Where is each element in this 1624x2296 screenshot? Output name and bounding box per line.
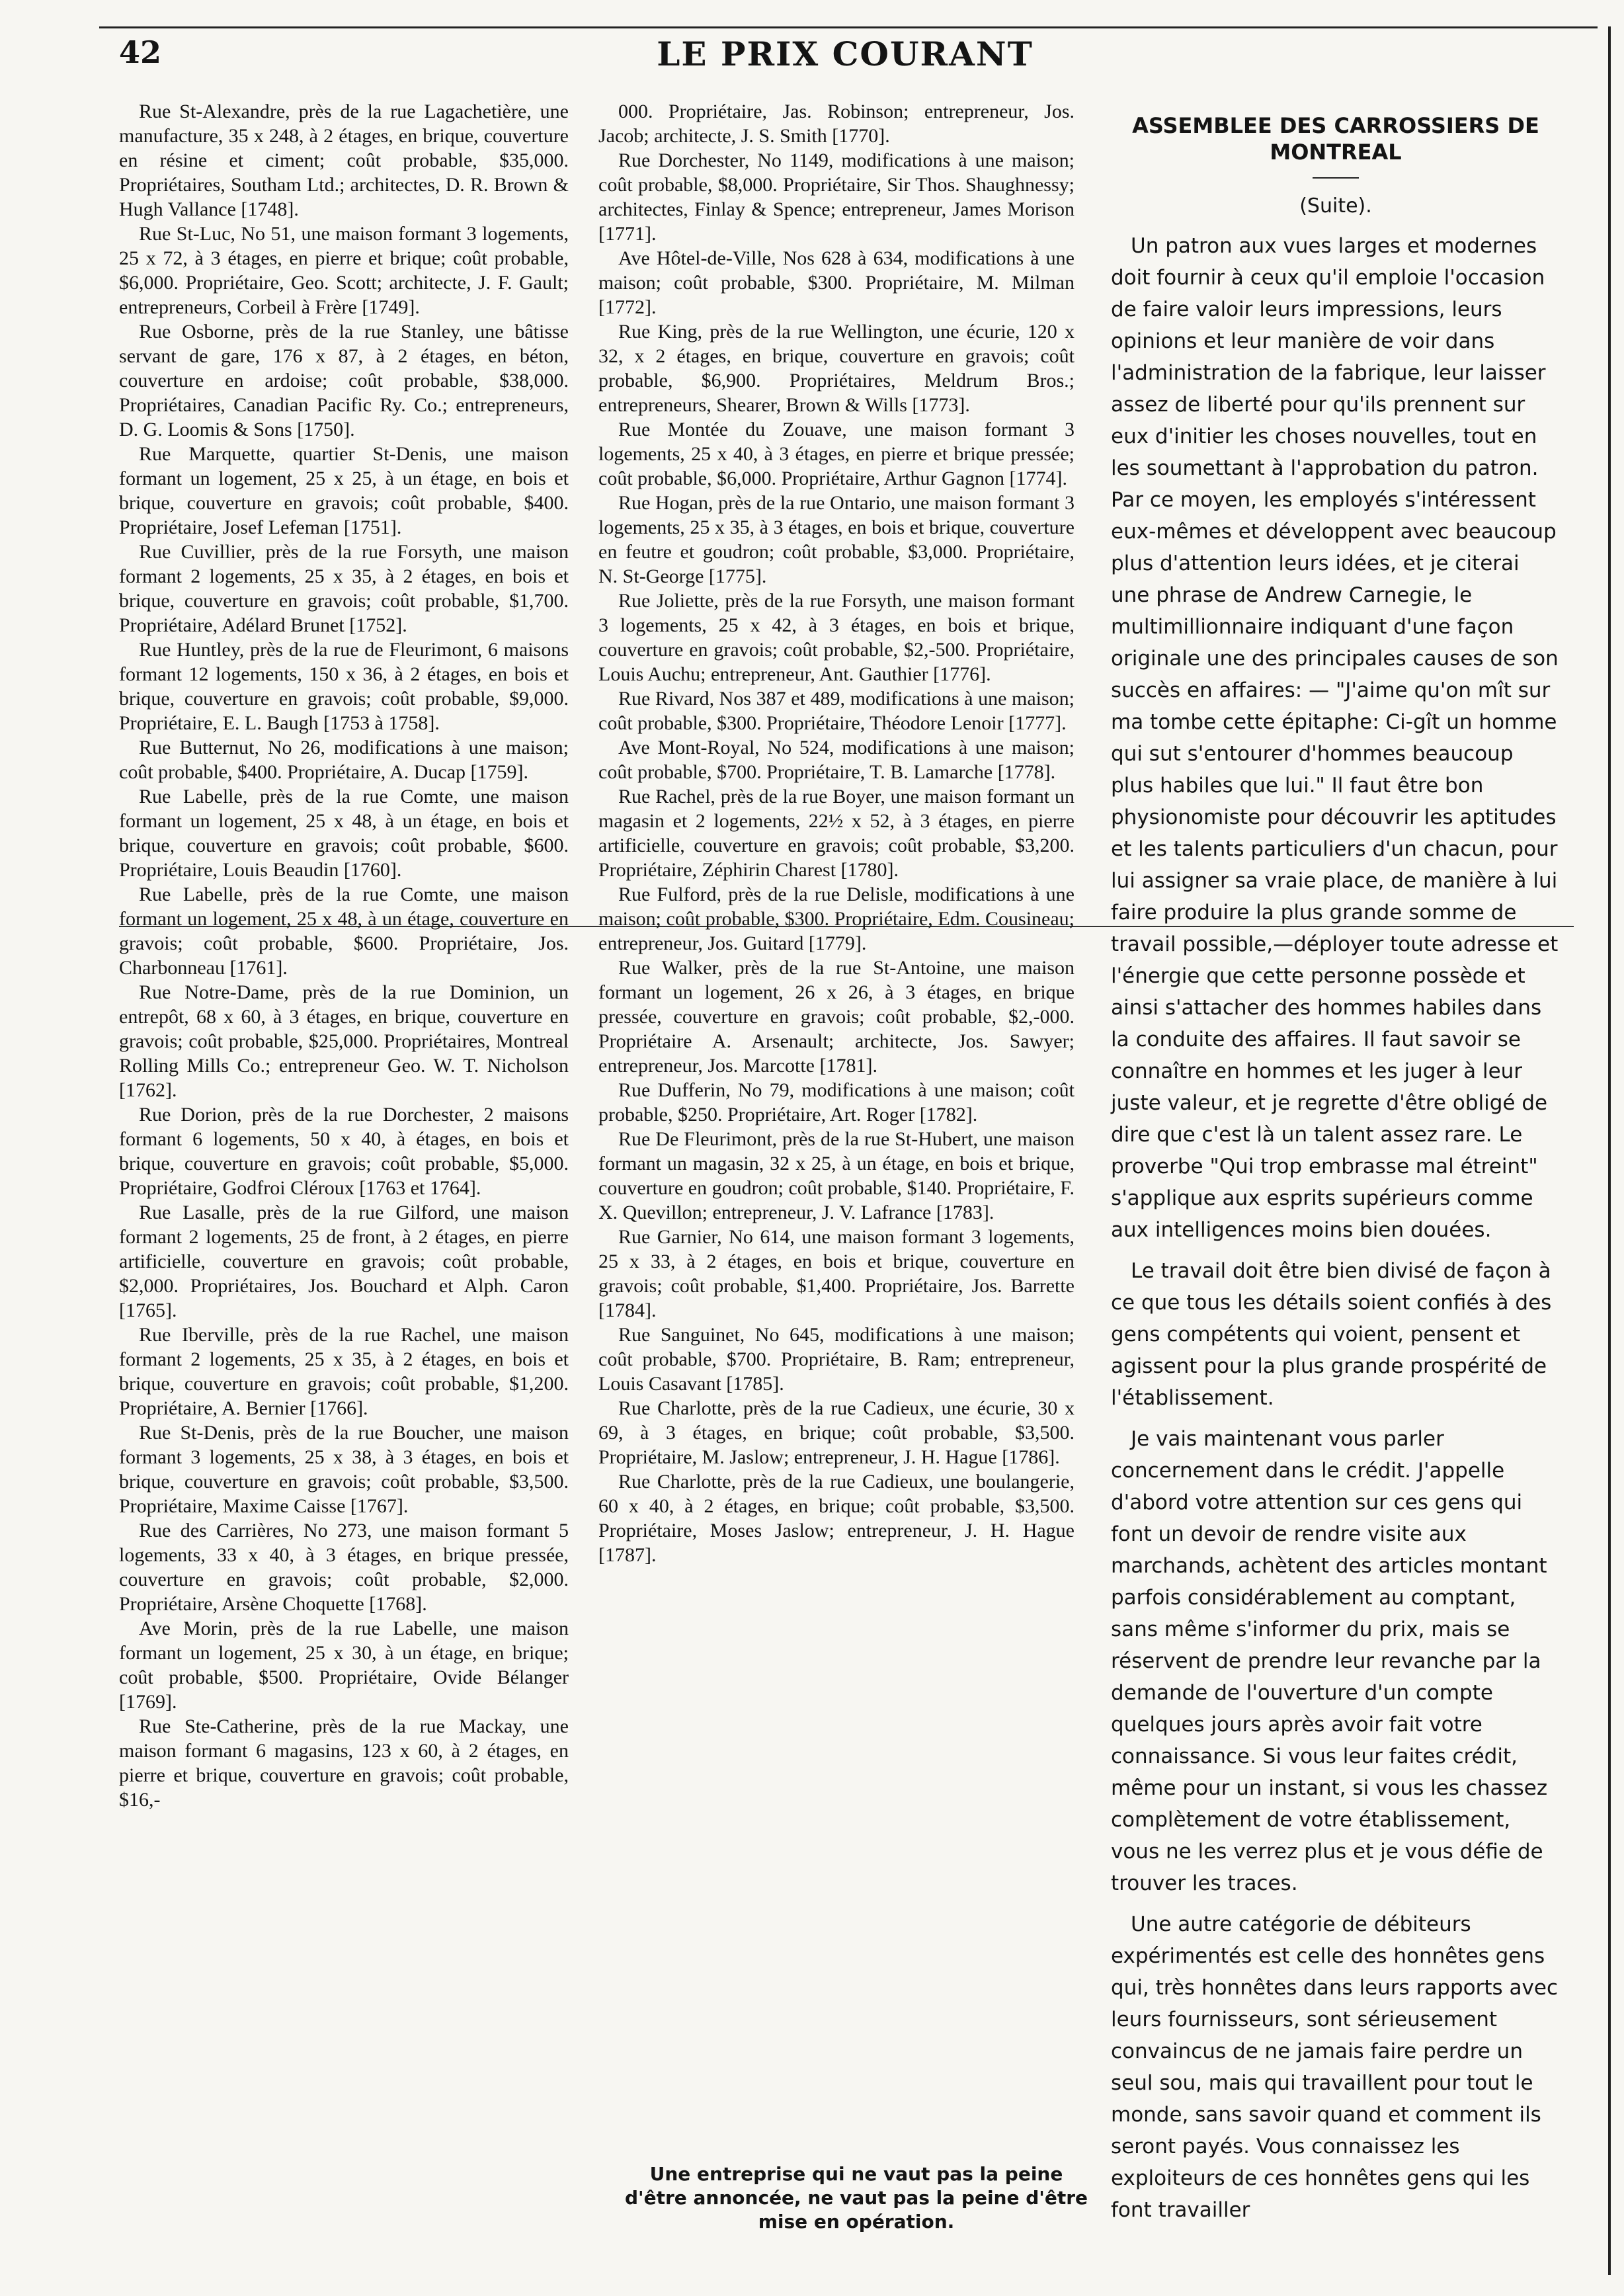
- listing-entry: Rue Sanguinet, No 645, modifications à une maison; coût probable, $700. Propriétaire, B. Ram; entrepreneur, Louis Casavant [1785].: [598, 1324, 1075, 1395]
- listing-entry: Rue Butternut, No 26, modifications à une maison; coût probable, $400. Propriétaire, A. Ducap [1759].: [119, 737, 569, 783]
- listing-entry: Rue Rivard, Nos 387 et 489, modifications à une maison; coût probable, $300. Propriétaire, Théodore Lenoir [1777].: [598, 688, 1075, 734]
- article-paragraph: Une autre catégorie de débiteurs expérimentés est celle des honnêtes gens qui, très honnêtes dans leurs rapports avec leurs fournisseurs, sont sérieusement convaincus de ne jamais faire perdre un seul sou, mais qui travaillent pour tout le monde, sans savoir quand et comment ils seront payés. Vous connaissez les exploiteurs de ces honnêtes gens qui les font travailler: [1111, 1912, 1558, 2222]
- listing-entry: Rue Labelle, près de la rue Comte, une maison formant un logement, 25 x 48, à un étage, en bois et brique, couverture en gravois; coût probable, $600. Propriétaire, Louis Beaudin [1760].: [119, 786, 569, 881]
- listing-entry: Rue Labelle, près de la rue Comte, une maison formant un logement, 25 x 48, à un étage, couverture en gravois; coût probable, $600. Propriétaire, Jos. Charbonneau [1761].: [119, 883, 569, 979]
- listing-entry: Rue De Fleurimont, près de la rue St-Hubert, une maison formant un magasin, 32 x 25, à un étage, en bois et brique, couverture en goudron; coût probable, $140. Propriétaire, F. X. Quevillon; entrepreneur, J. V. Lafrance [1783].: [598, 1128, 1075, 1223]
- listing-entry: Rue St-Luc, No 51, une maison formant 3 logements, 25 x 72, à 3 étages, en pierre et brique; coût probable, $6,000. Propriétaire, Geo. Scott; architecte, J. F. Gault; entrepreneurs, Corbeil à Frère [1749].: [119, 223, 569, 318]
- suite-label: (Suite).: [1299, 194, 1372, 218]
- listing-entry: Rue Osborne, près de la rue Stanley, une bâtisse servant de gare, 176 x 87, à 2 étages, en béton, couverture en ardoise; coût probable, $38,000. Propriétaires, Canadian Pacific Ry. Co.; entrepreneurs, D. G. Loomis & Sons [1750].: [119, 321, 569, 440]
- listing-entry: Rue Dufferin, No 79, modifications à une maison; coût probable, $250. Propriétaire, Art. Roger [1782].: [598, 1079, 1075, 1126]
- listing-entry: Rue Huntley, près de la rue de Fleurimont, 6 maisons formant 12 logements, 150 x 36, à 2 étages, en bois et brique, couverture en gravois; coût probable, $9,000. Propriétaire, E. L. Baugh [1753 à 1758].: [119, 639, 569, 734]
- listing-entry: Rue Lasalle, près de la rue Gilford, une maison formant 2 logements, 25 de front, à 2 étages, en pierre artificielle, couverture en gravois; coût probable, $2,000. Propriétaires, Jos. Bouchard et Alph. Caron [1765].: [119, 1202, 569, 1321]
- listing-entry: Ave Mont-Royal, No 524, modifications à une maison; coût probable, $700. Propriétaire, T. B. Lamarche [1778].: [598, 737, 1075, 783]
- title-rule: [1313, 177, 1359, 179]
- listing-entry: 000. Propriétaire, Jas. Robinson; entrepreneur, Jos. Jacob; architecte, J. S. Smith [1770].: [598, 101, 1075, 147]
- column-3: [1111, 99, 1561, 2235]
- listing-entry: Rue Dorchester, No 1149, modifications à une maison; coût probable, $8,000. Propriétaire, Sir Thos. Shaughnessy; architectes, Finlay & Spence; entrepreneur, James Morison [1771].: [598, 149, 1075, 245]
- column-2: [598, 99, 1075, 1567]
- listing-entry: Rue Hogan, près de la rue Ontario, une maison formant 3 logements, 25 x 35, à 3 étages, en bois et brique, couverture en feutre et goudron; coût probable, $3,000. Propriétaire, N. St-George [1775].: [598, 492, 1075, 587]
- article-paragraph: Un patron aux vues larges et modernes doit fournir à ceux qu'il emploie l'occasion de faire valoir leurs impressions, leurs opinions et leur manière de voir dans l'administration de la fabrique, leur laisser assez de liberté pour qu'ils prennent sur eux d'initier les choses nouvelles, tout en les soumettant à l'approbation du patron. Par ce moyen, les employés s'intéressent eux-mêmes et développent avec beaucoup plus d'attention leurs idées, et je citerai une phrase de Andrew Carnegie, le multimillionnaire indiquant d'une façon originale une des principales causes de son succès en affaires: — "J'aime qu'on mît sur ma tombe cette épitaphe: Ci-gît un homme qui sut s'entourer d'hommes beaucoup plus habiles que lui." Il faut être bon physionomiste pour découvrir les aptitudes et les talents particuliers d'un chacun, pour lui assigner sa vraie place, de manière à lui faire produire la plus grande somme de travail possible,—déployer toute adresse et l'énergie que cette personne possède et ainsi s'attacher des hommes habiles dans la conduite des affaires. Il faut savoir se connaître en hommes et les juger à leur juste valeur, et je regrette d'être obligé de dire que c'est là un talent assez rare. Le proverbe "Qui trop embrasse mal étreint" s'applique aux esprits supérieurs comme aux intelligences moins bien douées.: [1111, 234, 1559, 1242]
- listing-entry: Rue King, près de la rue Wellington, une écurie, 120 x 32, x 2 étages, en brique, couverture en gravois; coût probable, $6,900. Propriétaires, Meldrum Bros.; entrepreneurs, Shearer, Brown & Wills [1773].: [598, 321, 1075, 416]
- listing-entry: Rue des Carrières, No 273, une maison formant 5 logements, 33 x 40, à 3 étages, en brique pressée, couverture en gravois; coût probable, $2,000. Propriétaire, Arsène Choquette [1768].: [119, 1520, 569, 1615]
- listing-entry: Rue Charlotte, près de la rue Cadieux, une écurie, 30 x 69, à 3 étages, en brique; coût probable, $3,500. Propriétaire, M. Jaslow; entrepreneur, J. H. Hague [1786].: [598, 1397, 1075, 1468]
- running-head: LE PRIX COURANT: [657, 34, 1034, 73]
- listing-entry: Ave Morin, près de la rue Labelle, une maison formant un logement, 25 x 30, à un étage, en brique; coût probable, $500. Propriétaire, Ovide Bélanger [1769].: [119, 1618, 569, 1713]
- column-1: [119, 99, 569, 1812]
- top-rule: [99, 26, 1598, 28]
- listing-entry: Rue Walker, près de la rue St-Antoine, une maison formant un logement, 26 x 26, à 3 étages, en brique pressée, couverture en gravois; coût probable, $2,-000. Propriétaire A. Arsenault; architecte, Jos. Sawyer; entrepreneur, Jos. Marcotte [1781].: [598, 957, 1075, 1077]
- listing-entry: Rue Rachel, près de la rue Boyer, une maison formant un magasin et 2 logements, 22½ x 52, à 3 étages, en pierre artificielle, couverture en gravois; coût probable, $3,200. Propriétaire, Zéphirin Charest [1780].: [598, 786, 1075, 881]
- section-title: ASSEMBLEE DES CARROSSIERS DE MONTREAL: [1132, 113, 1539, 165]
- article-paragraph: Je vais maintenant vous parler concernement dans le crédit. J'appelle d'abord votre attention sur ces gens qui font un devoir de rendre visite aux marchands, achètent des articles montant parfois considérablement au comptant, sans même s'informer du prix, mais se réservent de prendre leur revanche par la demande de l'ouverture d'un compte quelques jours après avoir fait votre connaissance. Si vous leur faites crédit, même pour un instant, si vous les chassez complètement de votre établissement, vous ne les verrez plus et je vous défie de trouver les traces.: [1111, 1427, 1548, 1895]
- listing-entry: Ave Hôtel-de-Ville, Nos 628 à 634, modifications à une maison; coût probable, $300. Propriétaire, M. Milman [1772].: [598, 247, 1075, 318]
- listing-entry: Rue Iberville, près de la rue Rachel, une maison formant 2 logements, 25 x 35, à 2 étages, en bois et brique, couverture en gravois; coût probable, $1,200. Propriétaire, A. Bernier [1766].: [119, 1324, 569, 1419]
- page-number: 42: [119, 34, 162, 70]
- listing-entry: Rue Cuvillier, près de la rue Forsyth, une maison formant 2 logements, 25 x 35, à 2 étages, en bois et brique, couverture en gravois; coût probable, $1,700. Propriétaire, Adélard Brunet [1752].: [119, 541, 569, 636]
- article-paragraph: Le travail doit être bien divisé de façon à ce que tous les détails soient confiés à des gens compétents qui voient, pensent et agissent pour la plus grande prospérité de l'établissement.: [1111, 1259, 1552, 1410]
- notice-box: Une entreprise qui ne vaut pas la peine d'être annoncée, ne vaut pas la peine d'être mise en opération.: [625, 2163, 1088, 2233]
- listing-entry: Rue Fulford, près de la rue Delisle, modifications à une maison; coût probable, $300. Propriétaire, Edm. Cousineau; entrepreneur, Jos. Guitard [1779].: [598, 883, 1075, 954]
- listing-entry: Rue St-Denis, près de la rue Boucher, une maison formant 3 logements, 25 x 38, à 3 étages, en bois et brique, couverture en gravois; coût probable, $3,500. Propriétaire, Maxime Caisse [1767].: [119, 1422, 569, 1517]
- listing-entry: Rue Montée du Zouave, une maison formant 3 logements, 25 x 40, à 3 étages, en pierre et brique pressée; coût probable, $6,000. Propriétaire, Arthur Gagnon [1774].: [598, 419, 1075, 489]
- page-header: [119, 34, 1571, 81]
- listing-entry: Rue Dorion, près de la rue Dorchester, 2 maisons formant 6 logements, 50 x 40, à étages, en bois et brique, couverture en gravois; coût probable, $5,000. Propriétaire, Godfroi Cléroux [1763 et 1764].: [119, 1104, 569, 1199]
- right-edge-rule: [1608, 26, 1611, 2275]
- listing-entry: Rue Notre-Dame, près de la rue Dominion, un entrepôt, 68 x 60, à 3 étages, en brique, couverture en gravois; coût probable, $25,000. Propriétaires, Montreal Rolling Mills Co.; entrepreneur Geo. W. T. Nicholson [1762].: [119, 981, 569, 1101]
- listing-entry: Rue Charlotte, près de la rue Cadieux, une boulangerie, 60 x 40, à 2 étages, en brique; coût probable, $3,500. Propriétaire, Moses Jaslow; entrepreneur, J. H. Hague [1787].: [598, 1471, 1075, 1566]
- listing-entry: Rue Ste-Catherine, près de la rue Mackay, une maison formant 6 magasins, 123 x 60, à 2 étages, en pierre et brique, couverture en gravois; coût probable, $16,-: [119, 1715, 569, 1811]
- listing-entry: Rue Garnier, No 614, une maison formant 3 logements, 25 x 33, à 2 étages, en bois et brique, couverture en gravois; coût probable, $1,400. Propriétaire, Jos. Barrette [1784].: [598, 1226, 1075, 1321]
- listing-entry: Rue St-Alexandre, près de la rue Lagachetière, une manufacture, 35 x 248, à 2 étages, en brique, couverture en résine et ciment; coût probable, $35,000. Propriétaires, Southam Ltd.; architectes, D. R. Brown & Hugh Vallance [1748].: [119, 101, 569, 220]
- listing-entry: Rue Joliette, près de la rue Forsyth, une maison formant 3 logements, 25 x 42, à 3 étages, en bois et brique, couverture en gravois; coût probable, $2,-500. Propriétaire, Louis Auchu; entrepreneur, Ant. Gauthier [1776].: [598, 590, 1075, 685]
- listing-entry: Rue Marquette, quartier St-Denis, une maison formant un logement, 25 x 25, à un étage, en bois et brique, couverture en gravois; coût probable, $400. Propriétaire, Josef Lefeman [1751].: [119, 443, 569, 538]
